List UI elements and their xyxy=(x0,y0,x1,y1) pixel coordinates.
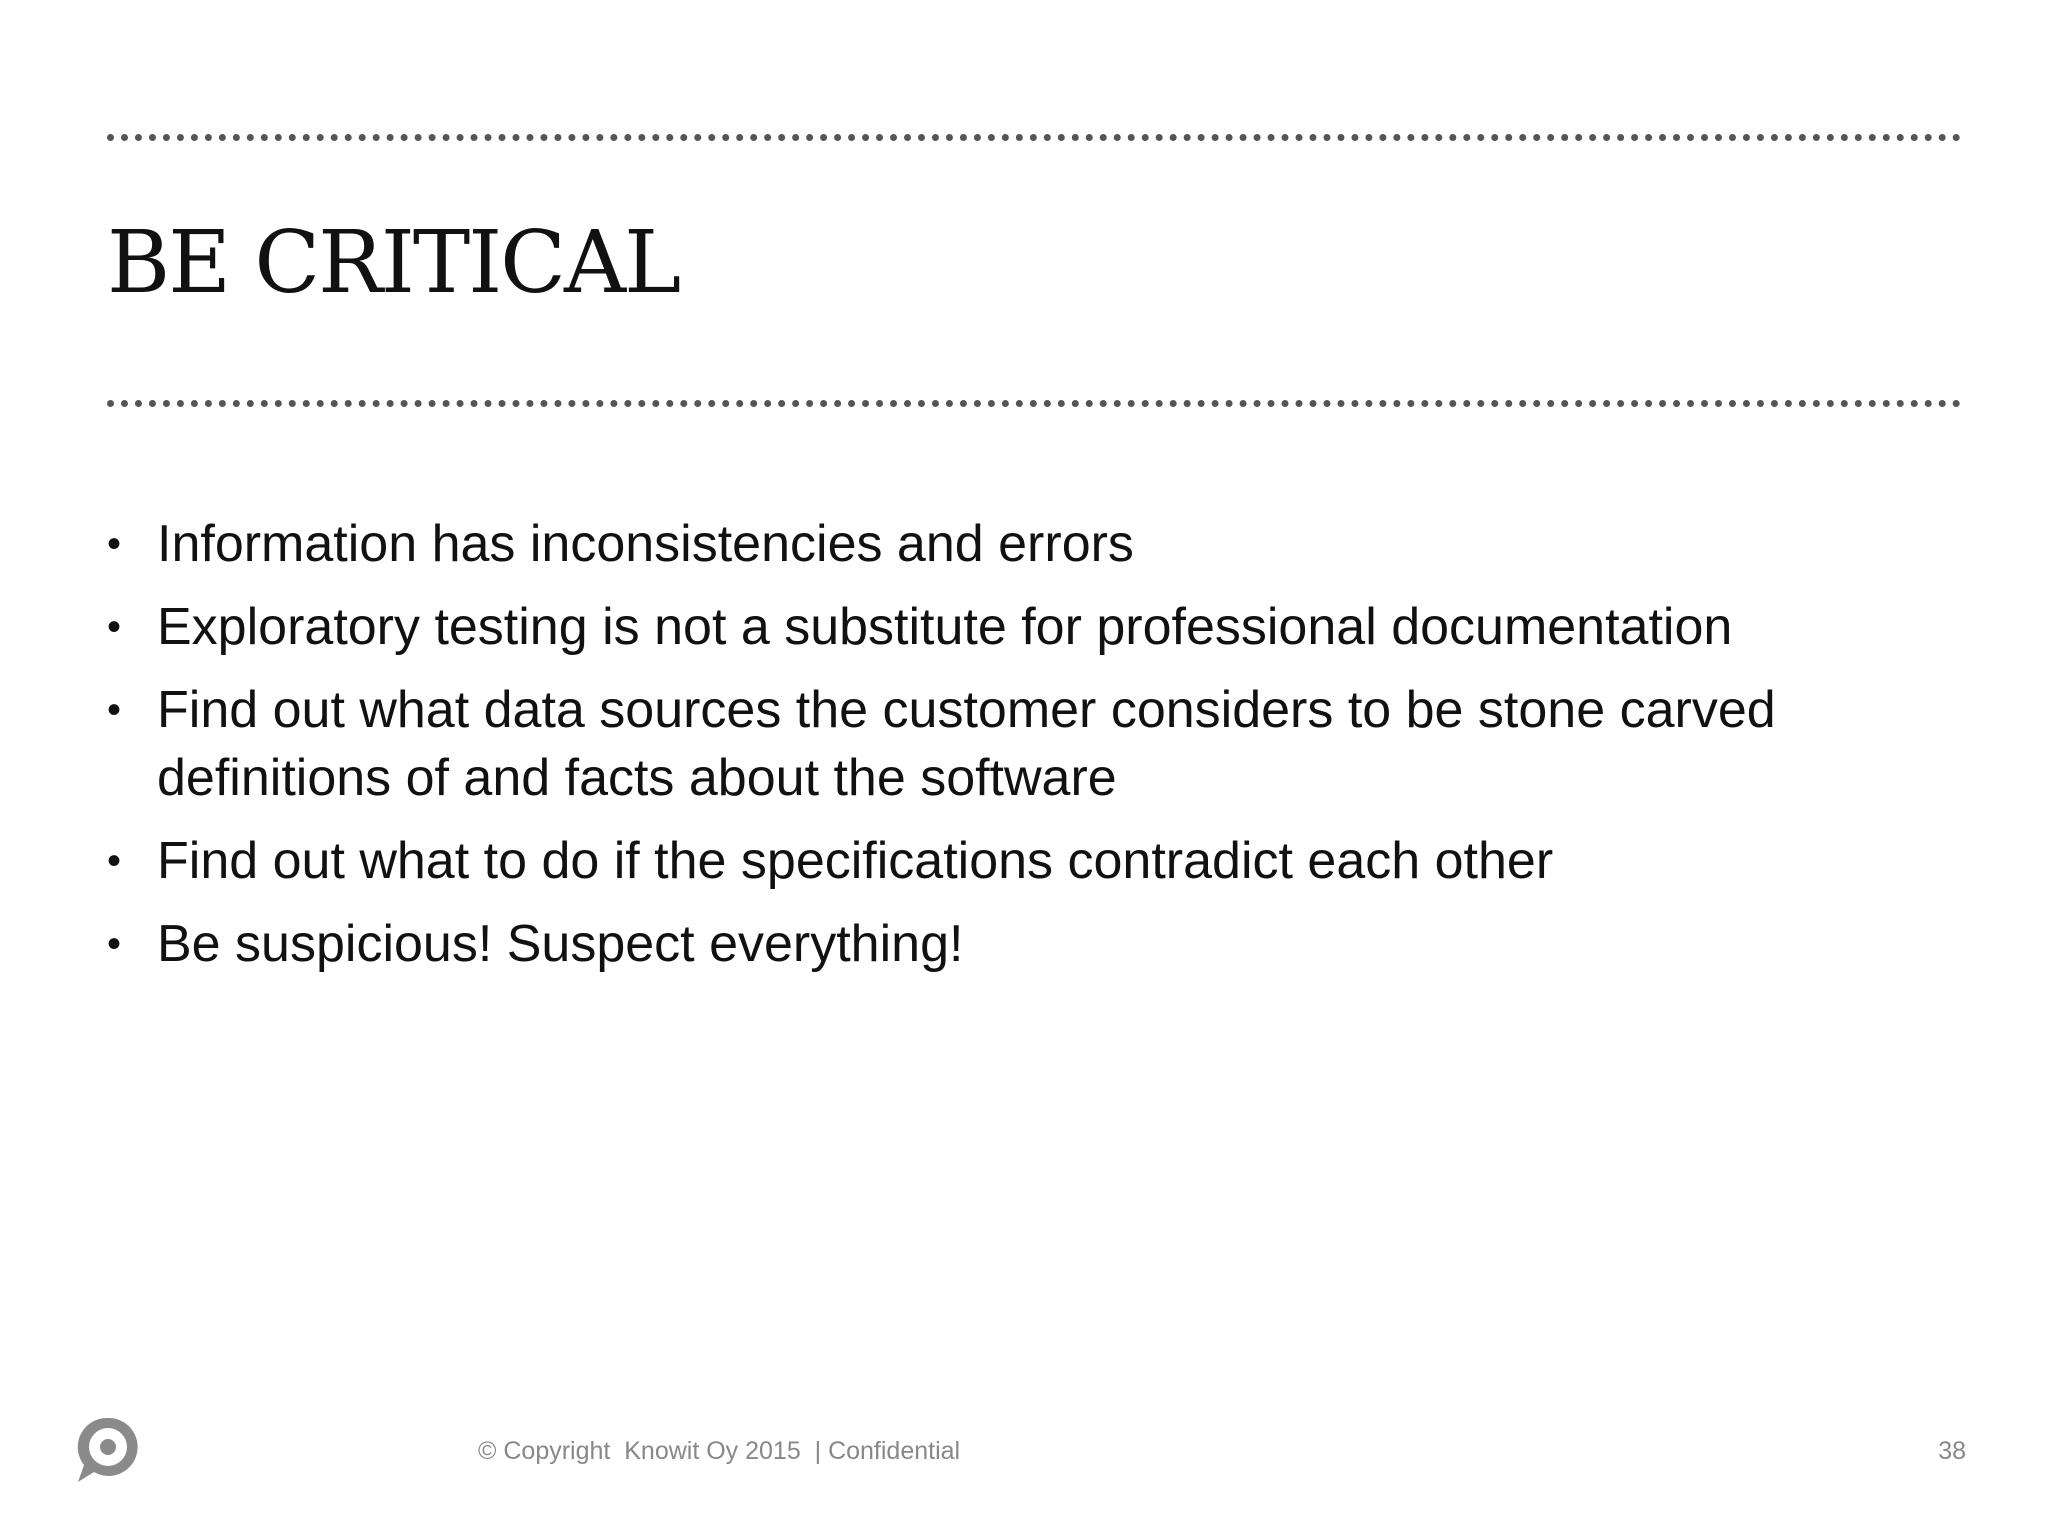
page-number: 38 xyxy=(1938,1437,1966,1465)
slide-title: BE CRITICAL xyxy=(107,213,680,313)
bullet-item xyxy=(107,827,1967,895)
bullet-item xyxy=(107,593,1967,661)
bullet-item xyxy=(107,910,1967,978)
bullet-marker: • xyxy=(107,922,122,966)
bullet-list xyxy=(107,510,1967,993)
knowit-logo-icon xyxy=(70,1412,144,1486)
bullet-marker: • xyxy=(107,688,122,732)
bullet-text: Find out what to do if the specifications contradict each other xyxy=(157,832,1554,890)
bullet-marker: • xyxy=(107,522,122,566)
bullet-marker: • xyxy=(107,839,122,883)
bullet-text: Information has inconsistencies and errors xyxy=(157,515,1134,573)
bullet-text: Be suspicious! Suspect everything! xyxy=(157,915,964,973)
bullet-item xyxy=(107,676,1967,812)
bullet-item xyxy=(107,510,1967,578)
top-dotted-divider xyxy=(107,134,1961,141)
bullet-text: Exploratory testing is not a substitute for professional documentation xyxy=(157,598,1733,656)
bullet-text: Find out what data sources the customer considers to be stone carved definitions of and facts about the software xyxy=(157,681,1776,807)
bottom-dotted-divider xyxy=(107,400,1961,407)
footer-copyright: © Copyright Knowit Oy 2015 | Confidential xyxy=(478,1437,961,1465)
bullet-marker: • xyxy=(107,605,122,649)
